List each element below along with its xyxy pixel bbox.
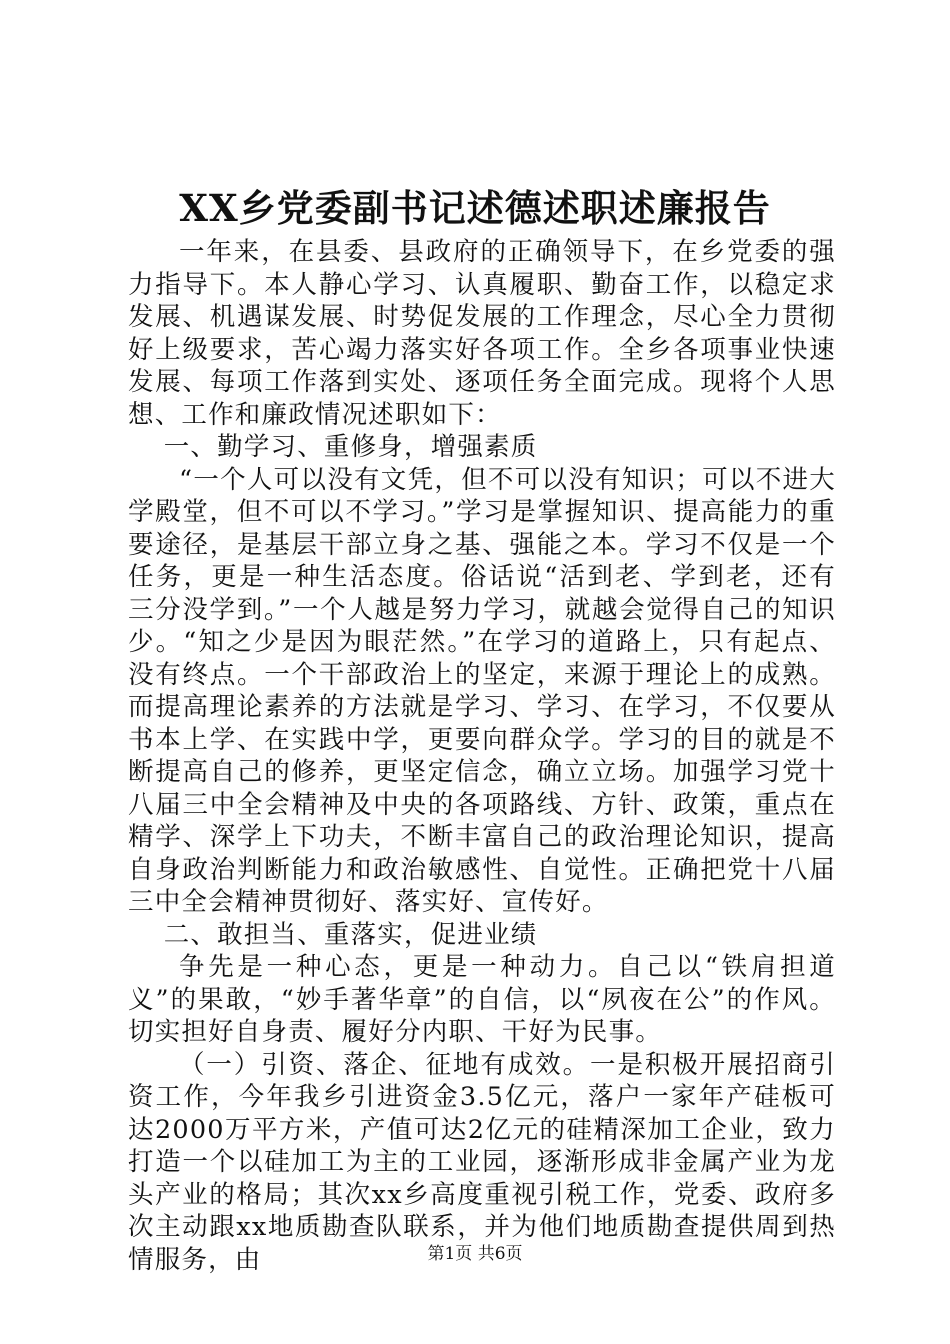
document-title: XX乡党委副书记述德述职述廉报告: [179, 186, 771, 230]
page-footer: 第1页 共6页: [427, 1244, 523, 1264]
paragraph-responsibility: 争先是一种心态，更是一种动力。自己以“铁肩担道义”的果敢，“妙手著华章”的自信，以“夙夜在公”的作风。切实担好自身责、履好分内职、干好为民事。: [128, 952, 836, 1047]
paragraph-study: “一个人可以没有文凭，但不可以没有知识；可以不进大学殿堂，但不可以不学习。”学习是掌握知识、提高能力的重要途径，是基层干部立身之基、强能之本。学习不仅是一个任务，更是一种生活态度。俗话说“活到老、学到老，还有三分没学到。”一个人越是努力学习，就越会觉得自己的知识少。“知之少是因为眼茫然。”在学习的道路上，只有起点、没有终点。一个干部政治上的坚定，来源于理论上的成熟。而提高理论素养的方法就是学习、学习、在学习，不仅要从书本上学、在实践中学，更要向群众学。学习的目的就是不断提高自己的修养，更坚定信念，确立立场。加强学习党十八届三中全会精神及中央的各项路线、方针、政策，重点在精学、深学上下功夫，不断丰富自己的政治理论知识，提高自身政治判断能力和政治敏感性、自觉性。正确把党十八届三中全会精神贯彻好、落实好、宣传好。: [128, 464, 836, 917]
section-heading-1: 一、勤学习、重修身，增强素质: [163, 432, 538, 462]
section-heading-2: 二、敢担当、重落实，促进业绩: [163, 919, 538, 950]
paragraph-intro: 一年来，在县委、县政府的正确领导下，在乡党委的强力指导下。本人静心学习、认真履职、勤奋工作，以稳定求发展、机遇谋发展、时势促发展的工作理念，尽心全力贯彻好上级要求，苦心竭力落实好各项工作。全乡各项事业快速发展、每项工作落到实处、逐项任务全面完成。现将个人思想、工作和廉政情况述职如下：: [128, 237, 836, 430]
paragraph-investment: （一）引资、落企、征地有成效。一是积极开展招商引资工作，今年我乡引进资金3.5亿元，落户一家年产硅板可达2000万平方米，产值可达2亿元的硅精深加工企业，致力打造一个以硅加工为主的工业园，逐渐形成非金属产业为龙头产业的格局；其次xx乡高度重视引税工作，党委、政府多次主动跟xx地质勘查队联系，并为他们地质勘查提供周到热情服务，由: [128, 1049, 836, 1275]
document-body: [128, 236, 836, 1276]
